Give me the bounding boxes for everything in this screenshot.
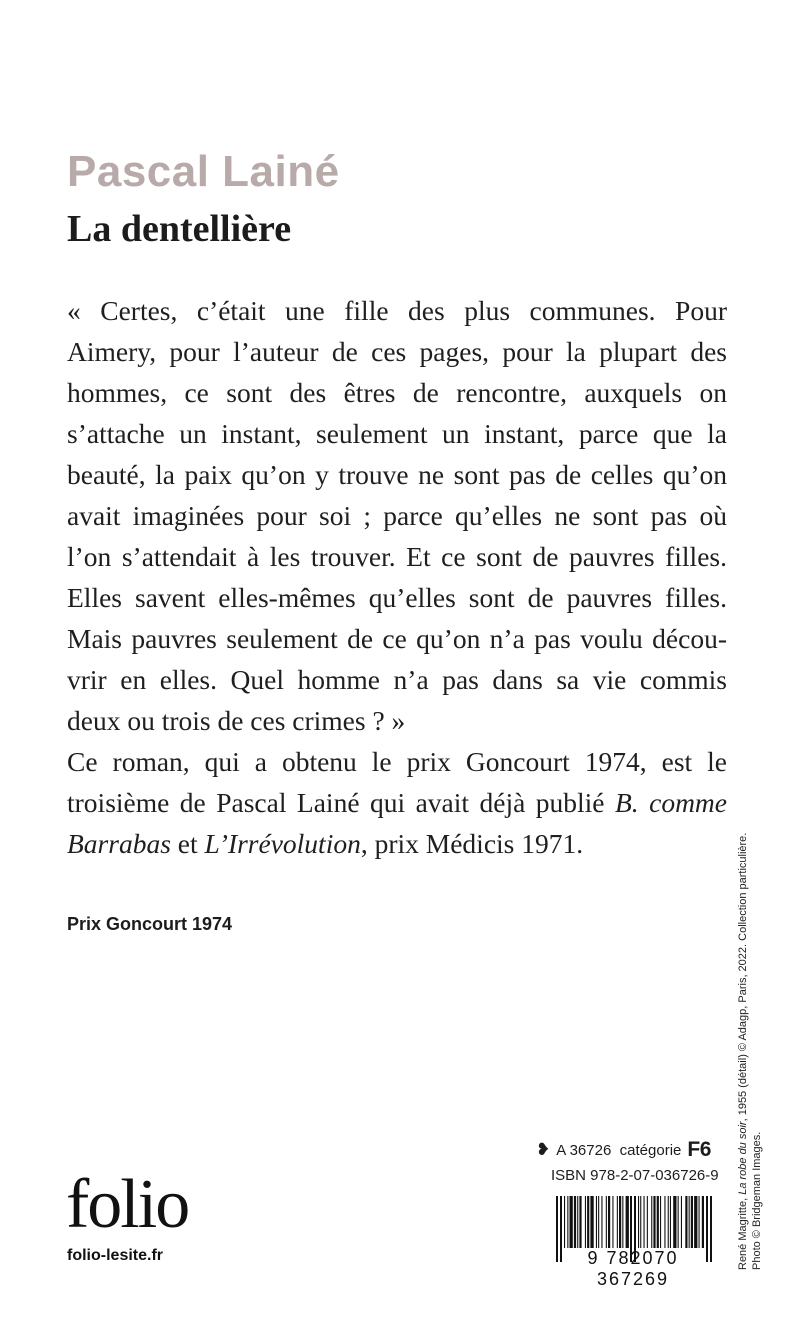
blurb-text: et <box>170 828 205 859</box>
blurb-text: , prix Médicis 1971. <box>360 828 584 859</box>
blurb-line: Ce roman, qui a obtenu le prix Goncourt 1974, est le <box>67 746 727 777</box>
isbn: ISBN 978-2-07-036726-9 <box>551 1167 719 1184</box>
barcode-digits: 9 782070 367269 <box>587 1248 679 1289</box>
blurb-line <box>67 823 727 864</box>
blurb-text: troisième de Pascal Lainé qui avait déjà publié <box>67 787 615 818</box>
catalog-code: A 36726 <box>556 1141 612 1159</box>
blurb-line: avait imaginées pour soi ; parce qu’elles ne sont pas où <box>67 500 727 531</box>
blurb-line: Elles savent elles-mêmes qu’elles sont de pauvres filles. <box>67 582 727 613</box>
blurb-line: deux ou trois de ces crimes ? » <box>67 705 406 736</box>
blurb-line: vrir en elles. Quel homme n’a pas dans sa vie commis <box>67 664 727 695</box>
back-cover-blurb <box>67 290 727 864</box>
blurb-line: hommes, ce sont des êtres de rencontre, auxquels on <box>67 377 727 408</box>
prize-label: Prix Goncourt 1974 <box>67 914 233 934</box>
author-name: Pascal Lainé <box>67 147 340 196</box>
catalog-info <box>536 1138 711 1162</box>
category-code: F6 <box>687 1138 711 1161</box>
blurb-line: s’attache un instant, seulement un instant, parce que la <box>67 418 727 449</box>
blurb-line: Mais pauvres seulement de ce qu’on n’a pas voulu décou- <box>67 623 727 654</box>
book-reference: L’Irrévolution <box>204 828 361 859</box>
blurb-line: l’on s’attendait à les trouver. Et ce sont de pauvres filles. <box>67 541 727 572</box>
book-reference: B. comme <box>614 787 728 818</box>
credit-line: René Magritte, La robe du soir, 1955 (détail) © Adagp, Paris, 2022. Collection particulière. <box>737 832 749 1270</box>
category-label: catégorie <box>619 1141 682 1159</box>
folio-sea-horse-icon: ❥ <box>536 1140 551 1159</box>
blurb-line: beauté, la paix qu’on y trouve ne sont pas de celles qu’on <box>67 459 727 490</box>
folio-logo: folio <box>66 1166 189 1243</box>
blurb-line <box>67 782 727 823</box>
publisher-website: folio-lesite.fr <box>67 1247 164 1264</box>
book-reference: Barrabas <box>67 828 171 859</box>
image-credit <box>736 833 764 1270</box>
book-title: La dentellière <box>67 208 292 250</box>
blurb-line: Aimery, pour l’auteur de ces pages, pour la plupart des <box>67 336 727 367</box>
blurb-line: « Certes, c’était une fille des plus communes. Pour <box>67 295 727 326</box>
credit-line: Photo © Bridgeman Images. <box>751 1131 763 1270</box>
